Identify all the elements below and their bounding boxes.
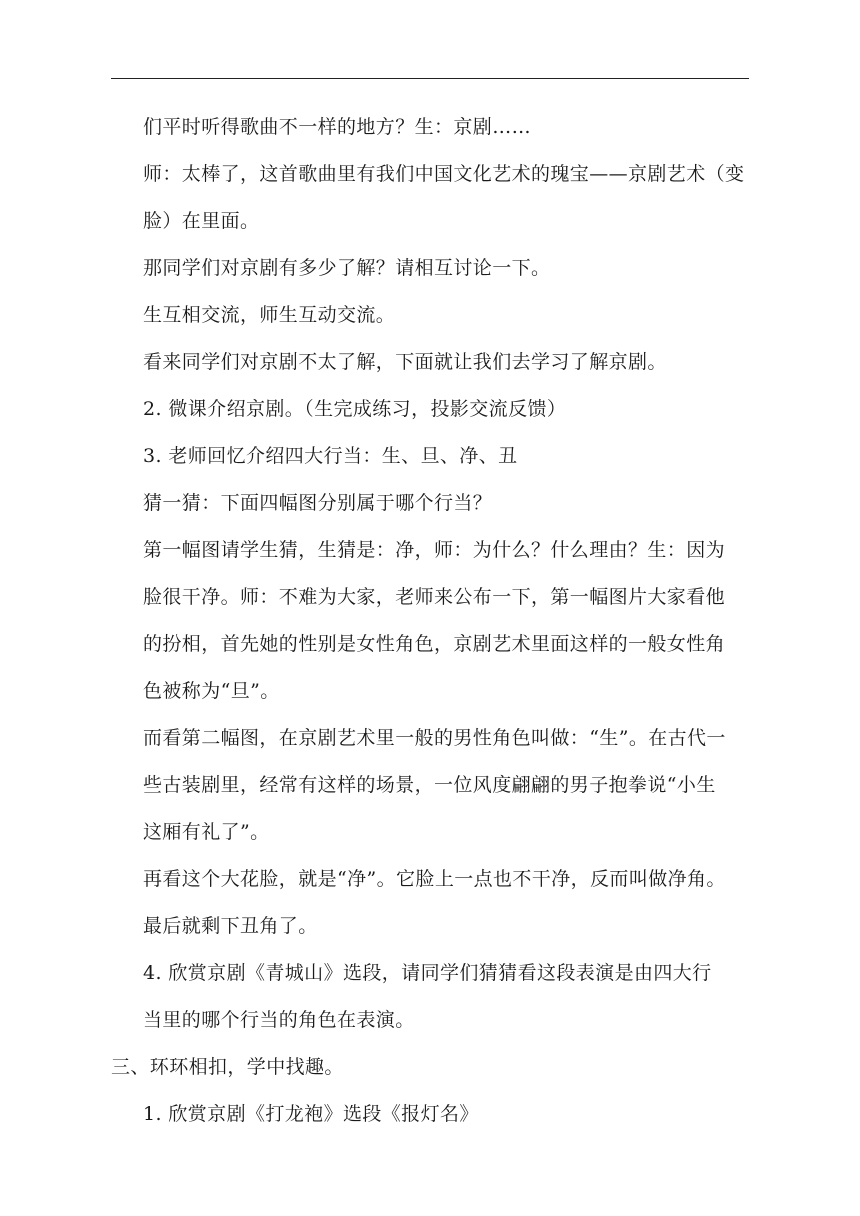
text-line: 当里的哪个行当的角色在表演。 [143, 1009, 415, 1031]
text-line: 的扮相，首先她的性别是女性角色，京剧艺术里面这样的一般女性角 [143, 633, 726, 655]
text-line: 这厢有礼了”。 [143, 821, 270, 843]
text-line: 色被称为“旦”。 [143, 680, 280, 702]
list-item: 1. 欣赏京剧《打龙袍》选段《报灯名》 [143, 1103, 479, 1125]
text-line: 些古装剧里，经常有这样的场景，一位风度翩翩的男子抱拳说“小生 [143, 774, 716, 796]
text-line: 那同学们对京剧有多少了解？请相互讨论一下。 [143, 257, 551, 279]
list-item: 2. 微课介绍京剧。（生完成练习，投影交流反馈） [143, 398, 567, 420]
text-line: 生互相交流，师生互动交流。 [143, 304, 396, 326]
text-line: 看来同学们对京剧不太了解，下面就让我们去学习了解京剧。 [143, 351, 667, 373]
section-heading: 三、环环相扣，学中找趣。 [111, 1056, 344, 1078]
text-line: 们平时听得歌曲不一样的地方？生：京剧…… [143, 116, 532, 138]
list-item: 4. 欣赏京剧《青城山》选段，请同学们猜猜看这段表演是由四大行 [143, 962, 712, 984]
text-line: 猜一猜：下面四幅图分别属于哪个行当？ [143, 492, 493, 514]
text-line: 第一幅图请学生猜，生猜是：净，师：为什么？什么理由？生：因为 [143, 539, 726, 561]
text-line: 再看这个大花脸，就是“净”。它脸上一点也不干净，反而叫做净角。 [143, 868, 726, 890]
header-rule [111, 78, 749, 79]
text-line: 脸）在里面。 [143, 210, 260, 232]
text-line: 最后就剩下丑角了。 [143, 915, 318, 937]
text-line: 脸很干净。师：不难为大家，老师来公布一下，第一幅图片大家看他 [143, 586, 726, 608]
text-line: 师：太棒了，这首歌曲里有我们中国文化艺术的瑰宝——京剧艺术（变 [143, 163, 745, 185]
list-item: 3. 老师回忆介绍四大行当：生、旦、净、丑 [143, 445, 518, 467]
text-line: 而看第二幅图，在京剧艺术里一般的男性角色叫做：“生”。在古代一 [143, 727, 726, 749]
